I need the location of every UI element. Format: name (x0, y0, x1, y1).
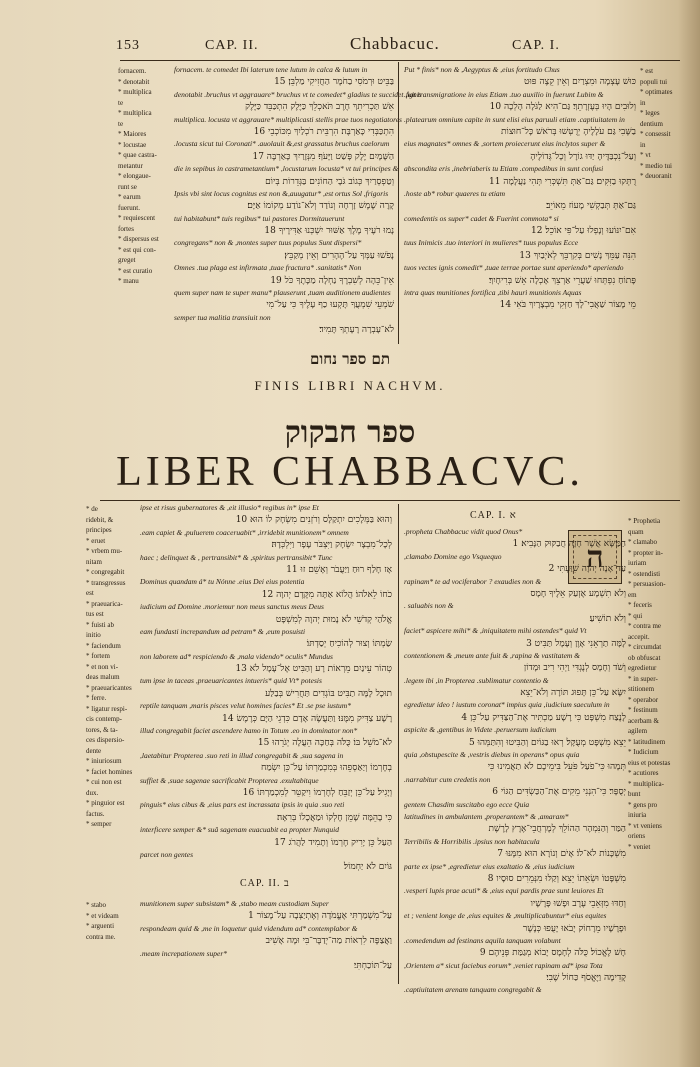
margin-note: iniuria (628, 811, 647, 819)
top-left-margin-notes (118, 66, 172, 346)
margin-note: * est qui con- (118, 245, 156, 254)
margin-note: bunt (628, 790, 641, 798)
hebrew-text-line: הִנֵּה עַמֵּךְ נָשִׁים בְּקִרְבֵּךְ לְאֹיְבַיִךְ 13 (519, 250, 636, 261)
latin-gloss-line: .eam capiet & ,puluerem coaceruabit* ,irridebit munitionem* omnem (140, 527, 349, 537)
margin-note: ridebit, & (86, 515, 114, 524)
lower-right-column (404, 526, 626, 1046)
initial-letter: ה (586, 539, 604, 575)
latin-gloss-line: suffiet & ,suae sagenae sacrificabit Propterea .exultabitque (140, 775, 319, 785)
latin-gloss-line: tui habitabunt* tuis regibus* tui pastores Dormitauerunt (174, 213, 345, 223)
margin-note: egredietur (628, 664, 657, 672)
hebrew-text-line: מֵי מָצוֹר שַׁאֲבִי־לָךְ חַזְּקִי מִבְצָרָיִךְ בֹּאִי 14 (499, 300, 636, 311)
lower-left-after-column (140, 898, 392, 978)
latin-gloss-line: tuus Inimicis .tuo interiori in mulieres* tuus populus Ecce (404, 238, 579, 248)
latin-gloss-line: fornacem. te comedet Ibi laterum tene lutum in calca & lutum in (174, 65, 368, 74)
margin-note: * feceris (628, 601, 652, 609)
hebrew-text-line: קָדִימָה וַיֶּאֱסֹף כַּחוֹל שֶׁבִי׃ (546, 973, 626, 984)
margin-note: initio (86, 631, 101, 639)
hebrew-text-line: וְטַפְסְרַיִךְ כְּגוֹב גֹּבָי הַחוֹנִים בַּגְּדֵרוֹת בְּיוֹם (265, 176, 394, 187)
hebrew-text-line: גּוֹיִם לֹא יַחְמוֹל׃ (343, 862, 392, 873)
latin-gloss-line: parcet non gentes (140, 849, 194, 859)
margin-note: em (628, 590, 637, 599)
margin-note: * qui (628, 611, 643, 620)
hebrew-text-line: מִשְׁפָּטוֹ וּשְׂאֵתוֹ יֵצֵא׃ וְקַלּוּ מִנְּמֵרִים סוּסָיו 8 (487, 873, 626, 884)
margin-note: oriens (628, 832, 646, 840)
latin-gloss-line: Omnes .tua plaga est infirmata ,tuae fractura* .sanitatis* Non (174, 263, 362, 273)
hebrew-text-line: וְשֹׁד וְחָמָס לְנֶגְדִּי וַיְהִי רִיב וּמָדוֹן (523, 663, 626, 674)
latin-gloss-line: ,laetabitur Propterea .suo reti in illud congregabit & ,sua sagena in (140, 750, 344, 760)
margin-note: fortes (118, 224, 134, 233)
header-rule (120, 60, 680, 61)
hebrew-text-line: יֵצֵא מִשְׁפָּט מְעֻקָּל׃ רְאוּ בַגּוֹיִם וְהַבִּיטוּ וְהִתַּמְּהוּ 5 (469, 737, 626, 748)
latin-gloss-line: contentionem & ,meum ante fuit & ,rapina & vastitatem & (404, 650, 581, 660)
margin-note: acerbam & (628, 716, 659, 725)
latin-gloss-line: .vesperi lupis prae acuti* & ,eius equi pardis prae sunt leuiores Et (404, 886, 604, 896)
margin-note: dente (86, 746, 102, 755)
margin-note: * operabor (628, 695, 659, 704)
hebrew-text-line: חָשׁ לֶאֱכוֹל׃ כֻּלֹּה לְחָמָס יָבוֹא מְגַמַּת פְּנֵיהֶם 9 (479, 948, 626, 959)
page-number: 153 (116, 38, 140, 53)
margin-note: * praeuarica- (86, 599, 123, 608)
latin-gloss-line: aspicite & ,gentibus in Videte .peruersum iudicium (404, 725, 557, 735)
latin-gloss-line: parte ex ipse* ,egredietur eius exaltatio & ,eius iudicium (404, 861, 575, 871)
latin-gloss-line: interficere semper &* suâ sagenam euacuabit ea propter Nunquid (140, 825, 339, 835)
margin-note: * latitudinem (628, 737, 666, 746)
margin-note: in (640, 140, 646, 149)
latin-gloss-line: Dominus quandam á* tu Nónne .eius Dei eius potentia (140, 577, 305, 587)
latin-gloss-line: semper tua malitia transiuit non (174, 312, 271, 322)
hebrew-text-line: וַאֲצַפֶּה לִרְאוֹת מַה־יְדַבֶּר־בִּי וּמָה אָשִׁיב (265, 936, 392, 947)
latin-gloss-line: quia ,obstupescite & ,vestris diebus in operans* opus quia (404, 750, 580, 760)
margin-note: * transgressus (86, 578, 126, 587)
lower-left-column (140, 502, 392, 874)
margin-note: * Iudicium (628, 748, 659, 756)
column-divider-bottom (398, 504, 399, 984)
margin-note: * ligatur respi- (86, 704, 128, 713)
margin-note: * multiplica (118, 109, 152, 117)
hebrew-text-line: מִשְׁכָּנוֹת לֹא־לוֹ׃ אָיֹם וְנוֹרָא הוּא מִמֶּנּוּ 7 (497, 849, 626, 860)
margin-note: est (86, 589, 94, 597)
hebrew-text-line: קָרָה שֶׁמֶשׁ זָרְחָה וְנוֹדַד וְלֹא־נוֹדַע מְקוֹמוֹ אַיָּם׃ (247, 201, 394, 212)
margin-note: * denotabit (118, 77, 150, 86)
chapter-two-heading (240, 878, 290, 889)
hebrew-text-line: יִשָּׂא׃ עַל־כֵּן תָּפוּג תּוֹרָה וְלֹא־יֵצֵא (520, 688, 626, 699)
latin-gloss-line: eam fundasti increpandum ad petram* & ,eum posuisti (140, 626, 306, 636)
latin-gloss-line: ,clamabo Domine ego Vsquequo (404, 551, 502, 561)
latin-gloss-line: Put * finis* non & ,Aegyptus & ,eius fortitudo Chus (404, 65, 560, 74)
hebrew-text-line: אֱלֹהַי קְדֹשִׁי לֹא נָמוּת יְהוָה לְמִשְׁפָּט (275, 614, 392, 625)
hebrew-text-line: תוּכָל לָמָּה תַבִּיט בּוֹגְדִים תַּחֲרִישׁ בְּבַלַּע (265, 688, 392, 699)
margin-note: * fuisti ab (86, 620, 114, 629)
latin-gloss-line: munitionem super subsistam* & ,stabo meam custodiam Super (140, 899, 329, 908)
latin-gloss-line: .platearum omnium capite in sunt elisi eius paruuli etiam .captiuitatem in (404, 114, 625, 124)
margin-note: * faciendum (86, 641, 121, 650)
lower-right-margin-notes (628, 516, 690, 1046)
margin-note: runt se (118, 182, 137, 191)
latin-book-title: LIBER CHABBACVC. (116, 449, 584, 495)
hebrew-text-line: וְהוּא בַּמְּלָכִים יִתְקַלָּס וְרֹזְנִים מִשְׂחָק לוֹ הוּא 10 (235, 515, 392, 526)
latin-gloss-line: .locusta sicut tui Coronati* .auolauit &,est grassatus bruchus caelorum (174, 139, 390, 149)
latin-gloss-line: pinguis* eius cibus & ,eius pars est incrassata ipsis in quia .suo reti (140, 800, 345, 810)
latin-gloss-line: tum ipse in taceas ,praeuaricantes intueris* quid Vt* potesis (140, 676, 322, 686)
latin-gloss-line: non laborem ad* respiciendo & ,mala videndo* oculis* Mundus (140, 651, 333, 661)
hebrew-text-line: עַל־מִשְׁמַרְתִּי אֶעֱמֹדָה וְאֶתְיַצְּבָה עַל־מָצוֹר 1 (248, 911, 392, 922)
hebrew-text-line: הִתְכַּבְּדִי כָּאַרְבֶּה׃ הִרְבֵּית רֹכְלַיִךְ מִכּוֹכְבֵי 16 (253, 126, 394, 137)
margin-note: * manu (118, 277, 139, 285)
latin-gloss-line: et ; venient longe de ,eius equites & ,multiplicabuntur* eius equites (404, 911, 607, 921)
hebrew-text-line: אֵין־כֵּהָה לְשִׁבְרֶךָ נַחְלָה מַכָּתֶךָ כֹּל 19 (270, 275, 394, 286)
margin-note: * multiplica (118, 88, 152, 96)
hebrew-text-line: רָשָׁע צַדִּיק מִמֶּנּוּ׃ וַתַּעֲשֶׂה אָדָם כִּדְגֵי הַיָּם כְּרֶמֶשׂ 14 (222, 713, 392, 724)
latin-gloss-line: comedentis os super* cadet & Fuerint commota* si (404, 213, 559, 223)
hebrew-text-line: נָמוּ רֹעֶיךָ מֶלֶךְ אַשּׁוּר יִשְׁכְּנוּ אַדִּירֶיךָ 18 (264, 226, 394, 237)
margin-note: dentium (640, 119, 663, 128)
hebrew-text-line: וְלֹא תוֹשִׁיעַ׃ (589, 613, 626, 624)
hebrew-text-line: שַׂמְתּוֹ וְצוּר לְהוֹכִיחַ יְסַדְתּוֹ׃ (306, 639, 392, 650)
margin-note: * iniuriosum (86, 757, 122, 765)
hebrew-text-line: בְחֶרְמוֹ וְיַאַסְפֵהוּ בְּמִכְמַרְתּוֹ עַל־כֵּן יִשְׂמַח (261, 763, 392, 774)
latin-gloss-line: .narrabitur cum credetis non (404, 774, 491, 784)
hebrew-text-line: לְכָל־מִבְצָר יִשְׂחָק וַיִּצְבֹּר עָפָר וַיִּלְכְּדָהּ׃ (271, 540, 392, 551)
latin-gloss-line: egredietur ideo ! iustum coronat* impius quia ,iudicium saeculum in (404, 700, 610, 710)
margin-note: * praeuaricantes (86, 683, 132, 692)
margin-note: * et non vi- (86, 662, 119, 671)
latin-finis: FINIS LIBRI NACHVM. (254, 378, 446, 393)
chapter-one-label: CAP. I. (470, 510, 507, 521)
hebrew-text-line: כֹחוֹ לֵאלֹהוֹ׃ הֲלוֹא אַתָּה מִקֶּדֶם יְהוָה 12 (261, 589, 392, 600)
margin-note: * deuoranit (640, 172, 672, 180)
margin-note: * eruet (86, 536, 106, 545)
hebrew-text-line: פָּתוֹחַ נִפְתְּחוּ שַׁעֲרֵי אַרְצֵךְ אָכְלָה אֵשׁ בְּרִיחָיִךְ׃ (488, 275, 636, 286)
hebrew-text-line: תְּמָהוּ כִּי־פֹעַל פֹּעֵל בִּימֵיכֶם לֹא תַאֲמִינוּ כִּי (487, 762, 626, 773)
hebrew-text-line: בַשֶּׁבִי גַּם עֹלָלֶיהָ יְרֻטְּשׁוּ בְּרֹאשׁ כָּל־חוּצוֹת (501, 126, 636, 137)
hebrew-text-line: הַמַּר וְהַנִּמְהָר הַהוֹלֵךְ לְמֶרְחֲבֵי־אֶרֶץ לָרֶשֶׁת (488, 824, 626, 835)
margin-note: * faciet homines (86, 767, 133, 776)
margin-note: * stabo (86, 901, 107, 909)
margin-note: * cui non est (86, 778, 122, 786)
margin-note: fuerunt. (118, 203, 140, 212)
running-title: Chabbacuc. (350, 34, 440, 53)
margin-note: * gens pro (628, 800, 658, 809)
margin-note: stitionem (628, 685, 655, 693)
latin-gloss-line: gentem Chasdim suscitabo ego ecce Quia (404, 799, 530, 809)
margin-note: * medio tui (640, 161, 672, 170)
hebrew-text-line: עַל־תּוֹכַחְתִּי׃ (353, 960, 392, 971)
margin-note: * Prophetia (628, 517, 661, 525)
margin-note: * arguenti (86, 922, 115, 930)
latin-gloss-line: latitudines in ambulantem ,properantem* & ,amaram* (404, 811, 569, 821)
margin-note: eius et potestas (628, 758, 671, 767)
latin-gloss-line: . saluabis non & (404, 601, 454, 611)
margin-note: * festinum (628, 706, 658, 714)
margin-note: * elongaue- (118, 172, 151, 180)
margin-note: * est (640, 67, 654, 75)
latin-gloss-line: .hoste ab* robur quaeres tu etiam (404, 188, 506, 198)
margin-note: * clamabo (628, 538, 657, 546)
margin-note: * pinguior est (86, 799, 125, 807)
margin-note: te (118, 119, 124, 128)
margin-note: * circumdat (628, 643, 662, 651)
chapter-right-heading: CAP. I. (512, 38, 560, 53)
margin-note: cis contemp- (86, 715, 122, 723)
latin-gloss-line: congregans* non & ,montes super tuus populus Sunt dispersi* (174, 238, 362, 248)
chapter-one-heading (470, 510, 517, 521)
lower-left-after-margin (86, 900, 140, 980)
latin-gloss-line: Ipsis vbi sint locus cognitus est non &,auugatur* ,est ortus Sol ,frigoris (174, 188, 389, 198)
latin-gloss-line: .captiuitatem arenam tanquam congregabit & (404, 985, 542, 995)
margin-note: * persuasion- (628, 580, 666, 588)
hebrew-finis: תם ספר נחום (310, 350, 390, 368)
margin-note: * contra me (628, 622, 662, 630)
chapter-left-heading: CAP. II. (205, 38, 259, 53)
latin-gloss-line: abscondita eris ,inebriaberis tu Etiam .compedibus in sunt confusi (404, 164, 604, 174)
margin-note: in (640, 98, 646, 107)
margin-note: tores, & ta- (86, 725, 118, 734)
margin-note: * multiplica- (628, 779, 664, 788)
margin-note: * veniet (628, 842, 651, 851)
margin-note: * vt veniens (628, 821, 662, 830)
hebrew-text-line: הַמַּשָּׂא אֲשֶׁר חָזָה חֲבַקּוּק הַנָּבִיא׃ 1 (512, 539, 626, 550)
latin-gloss-line: tuos vectes ignis comedit* ,tuae terrae portae sunt aperiendo* aperiendo (404, 263, 624, 273)
margin-note: * optimates (640, 88, 673, 96)
margin-note: principes (86, 526, 112, 534)
hebrew-text-line: הַשָּׁמָיִם יֶלֶק פָּשַׁט וַיָּעֹף׃ מִנְּזָרַיִךְ כָּאַרְבֶּה 17 (252, 151, 394, 162)
margin-note: * et videam (86, 911, 119, 920)
hebrew-text-line: טְהוֹר עֵינַיִם מֵרְאוֹת רָע וְהַבִּיט אֶל־עָמָל לֹא 13 (235, 664, 392, 675)
margin-note: deas malum (86, 673, 120, 681)
margin-note: * requiescent (118, 214, 156, 222)
top-left-column (174, 64, 422, 346)
latin-gloss-line: die in sepibus in castrametantium* ,locustarum locusta* vt tui principes & (174, 164, 399, 174)
margin-note: * in super- (628, 674, 658, 683)
hebrew-text-line: עַד־אָנָה יְהוָה שִׁוַּעְתִּי 2 (548, 564, 626, 575)
margin-note: * consessit (640, 130, 671, 138)
margin-note: * leges (640, 109, 660, 117)
column-divider-top (398, 62, 399, 344)
hebrew-text-line: אֵשׁ תַּכְרִיתֵךְ חֶרֶב תֹּאכְלֵךְ כַּיֶּלֶק הִתְכַּבֵּד כַּיֶּלֶק (245, 102, 394, 113)
margin-note: ob obfuscat (628, 653, 661, 662)
latin-gloss-line: .fuit transmigratione in eius Etiam .tuo auxilio in fuerunt Lubim & (404, 89, 604, 99)
hebrew-text-line: לֹא־עָבְרָה רָעָתְךָ תָּמִיד׃ (319, 325, 394, 336)
margin-note: metantur (118, 161, 143, 170)
hebrew-text-line: וְיָגִיל׃ עַל־כֵּן יְזַבֵּחַ לְחֶרְמוֹ וִיקַטֵּר לְמִכְמַרְתּוֹ 16 (242, 787, 392, 798)
hebrew-text-line: נָפֹשׁוּ עַמְּךָ עַל־הֶהָרִים וְאֵין מְקַבֵּץ׃ (284, 250, 394, 261)
margin-note: factus. (86, 809, 105, 818)
hebrew-text-line: לָמָּה תַרְאֵנִי אָוֶן וְעָמָל תַּבִּיט 3 (526, 638, 626, 649)
latin-gloss-line: rapinam* te ad vociferabor ? exaudies non & (404, 576, 542, 586)
margin-note: iuriam (628, 559, 647, 567)
margin-note: nitam (86, 557, 102, 566)
hebrew-text-line: רֻתְּקוּ בַזִּקִּים׃ גַּם־אַתְּ תִּשְׁכְּרִי תְּהִי נַעֲלָמָה 11 (488, 176, 636, 187)
chapter-two-label: CAP. II. (240, 878, 281, 889)
margin-note: accepit. (628, 632, 650, 641)
hebrew-text-line: וּפָרָשָׁיו מֵרָחוֹק יָבֹאוּ יָעֻפוּ כְּנֶשֶׁר (522, 923, 626, 934)
hebrew-text-line: וְחַדּוּ מִזְּאֵבֵי עֶרֶב וּפָשׁוּ פָּרָשָׁיו (530, 898, 626, 909)
lower-left-margin-notes (86, 504, 140, 864)
margin-note: * locustae (118, 140, 147, 149)
chapter-one-hebrew: א (509, 510, 517, 521)
margin-note: tus est (86, 610, 104, 618)
chapter-two-hebrew: ב (284, 878, 290, 889)
margin-note: ces dispersio- (86, 736, 125, 744)
latin-gloss-line: quem super nam te super manu* plauserunt ,tuam auditionem audientes (174, 288, 391, 298)
latin-gloss-line: faciet* aspicere mihi* & ,iniquitatem mihi ostendes* quid Vt (404, 626, 587, 636)
title-rule (100, 500, 680, 501)
margin-note: fornacem. (118, 67, 147, 75)
latin-gloss-line: respondeam quid & ,me in loquetur quid videndum ad* contemplabor & (140, 923, 358, 933)
latin-gloss-line: .meam increpationem super* (140, 948, 227, 958)
hebrew-text-line: אָז חָלַף רוּחַ וַיַּעֲבֹר וְאָשֵׁם זוּ 11 (286, 564, 392, 575)
margin-note: * Maiores (118, 130, 147, 138)
hebrew-text-line: כּוּשׁ עָצְמָה וּמִצְרַיִם וְאֵין קֵצֶה פּוּט (524, 77, 636, 88)
hebrew-text-line: יְסֻפָּר׃ כִּי־הִנְנִי מֵקִים אֶת־הַכַּשְׂדִּים הַגּוֹי 6 (492, 787, 626, 798)
hebrew-text-line: וְעַל־נִכְבַּדֶּיהָ יַדּוּ גוֹרָל וְכָל־גְּדוֹלֶיהָ (530, 151, 636, 162)
margin-note: * ostendisti (628, 569, 661, 578)
margin-note: quam (628, 527, 644, 536)
latin-gloss-line: intra quas munitiones fortifica ,tibi haurì munitionis Aquas (404, 288, 582, 298)
margin-note: * ferre. (86, 694, 107, 702)
margin-note: * propter in- (628, 548, 663, 557)
margin-note: * vrbem mu- (86, 547, 123, 555)
hebrew-book-title: ספר חבקוק (284, 415, 416, 450)
margin-note: * dispersus est (118, 235, 159, 243)
margin-note: * fortem (86, 652, 110, 660)
margin-note: te (118, 98, 124, 107)
margin-note: agilem (628, 727, 648, 735)
margin-note: * est curatio (118, 266, 153, 275)
margin-note: populi tui (640, 77, 668, 86)
hebrew-text-line: גַּם־אַתְּ תְּבַקְשִׁי מָעוֹז מֵאוֹיֵב׃ (546, 201, 636, 212)
hebrew-text-line: הַעַל כֵּן יָרִיק חֶרְמוֹ וְתָמִיד לַהֲרֹג 17 (274, 837, 392, 848)
latin-gloss-line: denotabit .bruchus vt aggrauare* bruchus vt te comedet* gladius te succidet ,ignis (174, 89, 422, 99)
margin-note: contra me. (86, 932, 116, 941)
latin-gloss-line: Terribilis & Horribilis .ipsius non habitacula (404, 836, 540, 846)
margin-note: * de (86, 505, 98, 513)
latin-gloss-line: reptile tanquam ,maris pisces velut homines facies* Et .se pse iustum* (140, 701, 351, 711)
latin-gloss-line: .propheta Chabbacuc vidit quod Onus* (404, 527, 523, 536)
latin-gloss-line: multiplica. locusta vt aggrauare* multiplicasti stellis prae tuos negotiatores (174, 114, 402, 124)
top-right-margin-notes (640, 66, 690, 328)
margin-note: * congregabit (86, 568, 125, 576)
latin-gloss-line: .legem ibi ,in Propterea .sublimatur contentio & (404, 675, 549, 685)
hebrew-text-line: לָנֶצַח מִשְׁפָּט כִּי רָשָׁע מַכְתִּיר אֶת־הַצַּדִּיק עַל־כֵּן 4 (461, 712, 626, 723)
latin-gloss-line: eius magnates* omnes & ,sortem proiecerunt eius inclytos super & (404, 139, 606, 149)
hebrew-text-line: וְלֹא תִשְׁמָע אֶזְעַק אֵלֶיךָ חָמָס (530, 588, 626, 599)
hebrew-text-line: שֹׁמְעֵי שִׁמְעֲךָ תָּקְעוּ כַף עָלֶיךָ כִּי עַל־מִי (266, 300, 394, 311)
latin-gloss-line: ipse et risus gubernatores & ,eit illusio* regibus in* ipse Et (140, 503, 319, 512)
hebrew-text-line: וְלוּבִים הָיוּ בְּעֶזְרָתֵךְ׃ גַּם־הִיא לַגֹּלָה הָלְכָה 10 (489, 102, 636, 113)
latin-gloss-line: haec ; delinquet & , pertransibit* & ,spiritus pertransibit* Tunc (140, 552, 333, 562)
hebrew-text-line: כִּי בָהֵמָּה שָׁמֵן חֶלְקוֹ וּמַאֲכָלוֹ בְּרִאָה׃ (276, 812, 392, 823)
top-right-column (404, 64, 636, 326)
hebrew-text-line: בַּבֵּיט וּרְמֹסִי בַחֹמֶר הַחֲזִיקִי מַלְבֵּן׃ 15 (274, 77, 394, 88)
latin-gloss-line: ,Orientem a* sicut faciebus eorum* ,veniet rapinam ad* ipsa Tota (404, 960, 603, 970)
margin-note: greget (118, 256, 136, 264)
margin-note: * semper (86, 820, 112, 828)
latin-gloss-line: .comedendum ad festinans aquila tanquam volabunt (404, 935, 561, 945)
margin-note: * quae castra- (118, 151, 157, 159)
hebrew-text-line: לֹא־מֹשֵׁל בּוֹ׃ כֻּלֹּה בְּחַכָּה הֵעֲלָה יְגֹרֵהוּ 15 (257, 738, 392, 749)
margin-note: dux. (86, 788, 99, 797)
margin-note: * earum (118, 193, 141, 201)
margin-note: * acutiores (628, 769, 659, 777)
hebrew-text-line: אִם־יִנּוֹעוּ וְנָפְלוּ עַל־פִּי אוֹכֵל׃ 12 (531, 226, 636, 237)
latin-gloss-line: illud congregabit faciet ascendere hamo in Totum .eo in dominator non* (140, 726, 358, 736)
latin-gloss-line: iudicium ad Domine .moriemur non meus sanctus meus Deus (140, 602, 324, 612)
margin-note: * vt (640, 151, 651, 159)
